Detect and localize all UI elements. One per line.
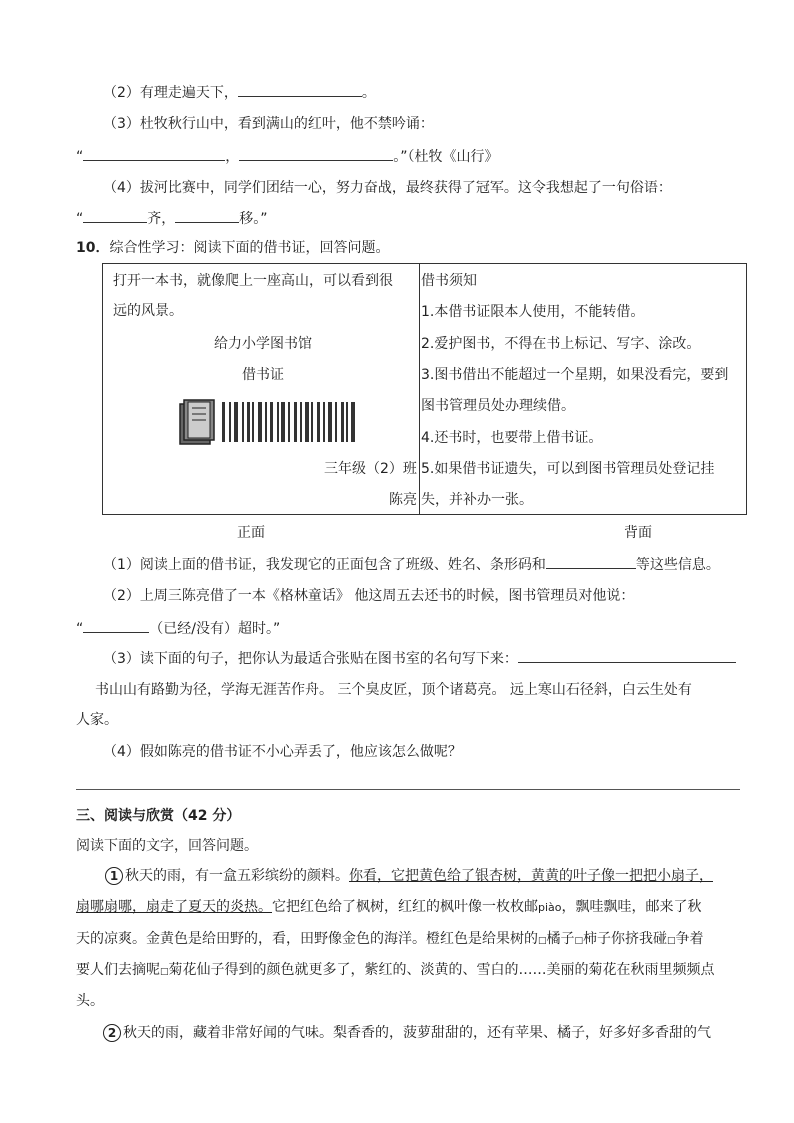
q9-item2-text: （2）有理走遍天下， xyxy=(103,85,238,101)
passage-p1-line2 xyxy=(76,897,702,918)
answer-blank[interactable] xyxy=(83,618,149,633)
q9-item4-end: 移。” xyxy=(239,211,268,227)
q10-sub3 xyxy=(103,648,736,669)
p1-text-line3b: 橘子 xyxy=(546,931,575,947)
q10-sub3-text: （3）读下面的句子，把你认为最适合张贴在图书室的名句写下来： xyxy=(103,651,518,667)
card-divider xyxy=(419,263,420,515)
book-stack-icon xyxy=(178,398,218,446)
question-number: 10． xyxy=(76,240,110,256)
q9-item3-end: 。”（杜牧《山行》 xyxy=(393,149,499,165)
q10-heading xyxy=(76,238,389,258)
card-class: 三年级（2）班 xyxy=(324,461,417,477)
answer-blank[interactable] xyxy=(175,208,239,223)
p1-text-d: 它把红色给了枫树，红红的枫叶像一枚枚邮 xyxy=(272,899,538,915)
q9-item3: （3）杜牧秋行山中，看到满山的红叶，他不禁吟诵： xyxy=(103,116,434,132)
q9-item4-mid: 齐， xyxy=(147,211,176,227)
section-heading: 三、阅读与欣赏（42 分） xyxy=(76,808,241,824)
card-name: 陈亮 xyxy=(389,492,417,508)
barcode-graphic xyxy=(222,402,355,442)
paragraph-number: 1 xyxy=(105,867,123,885)
q10-sub1 xyxy=(103,554,720,575)
answer-blank[interactable] xyxy=(518,648,736,663)
p1-text-line4b: 菊花仙子得到的颜色就更多了，紫红的、淡黄的、雪白的……美丽的菊花在秋雨里频频点 xyxy=(168,962,715,978)
card-rule-3b: 图书管理员处办理续借。 xyxy=(421,398,575,414)
section-instruction: 阅读下面的文字，回答问题。 xyxy=(76,838,258,854)
comma: ， xyxy=(225,149,240,165)
q10-prompt: 综合性学习：阅读下面的借书证，回答问题。 xyxy=(109,240,390,256)
card-library-name: 给力小学图书馆 xyxy=(214,336,312,352)
answer-blank[interactable] xyxy=(239,146,393,161)
p1-text-line4: 要人们去摘呢 xyxy=(76,962,160,978)
card-back-title: 借书须知 xyxy=(421,273,477,289)
q10-sub1-text: （1）阅读上面的借书证，我发现它的正面包含了班级、姓名、条形码和 xyxy=(103,557,546,573)
q9-item4-answer xyxy=(76,208,268,229)
quote-open: “ xyxy=(76,211,84,227)
q10-sub2-end: （已经/没有）超时。” xyxy=(149,621,281,637)
card-rule-4: 4.还书时，也要带上借书证。 xyxy=(421,430,603,446)
card-rule-3a: 3.图书借出不能超过一个星期，如果没看完，要到 xyxy=(421,367,729,383)
answer-blank[interactable] xyxy=(238,82,362,97)
answer-blank[interactable] xyxy=(83,208,147,223)
p1-text-e: ，飘哇飘哇，邮来了秋 xyxy=(561,899,702,915)
p1-text-a: 秋天的雨，有一盒五彩缤纷的颜料。 xyxy=(125,868,349,884)
paragraph-number: 2 xyxy=(103,1024,121,1042)
q10-sub3-options: 书山山有路勤为径，学海无涯苦作舟。 三个臭皮匠，顶个诸葛亮。 远上寒山石径斜，白云生处有 xyxy=(95,682,692,698)
q9-item2 xyxy=(103,82,376,103)
quote-open: “ xyxy=(76,621,84,637)
passage-p1-line1 xyxy=(105,866,713,886)
q9-item4: （4）拔河比赛中，同学们团结一心，努力奋战，最终获得了冠军。这令我想起了一句俗语： xyxy=(103,180,672,196)
passage-p2-line1 xyxy=(103,1023,711,1043)
answer-line[interactable] xyxy=(76,789,740,790)
card-title: 借书证 xyxy=(242,367,284,383)
card-rule-2: 2.爱护图书，不得在书上标记、写字、涂改。 xyxy=(421,336,701,352)
q10-sub2-answer xyxy=(76,618,280,639)
passage-p1-line3: 天的凉爽。金黄色是给田野的，看，田野像金色的海洋。橙红色是给果树的□橘子□柿子你挤我碰□争着 xyxy=(76,931,704,947)
label-back: 背面 xyxy=(624,525,652,541)
passage-p1-line5: 头。 xyxy=(76,993,104,1009)
p1-text-line3d: 争着 xyxy=(675,931,704,947)
passage-p1-line4: 要人们去摘呢□菊花仙子得到的颜色就更多了，紫红的、淡黄的、雪白的……美丽的菊花在秋雨里频频点 xyxy=(76,962,715,978)
q10-sub1-suffix: 等这些信息。 xyxy=(635,557,720,573)
q9-item3-answer xyxy=(76,146,499,167)
card-rule-5a: 5.如果借书证遗失，可以到图书管理员处登记挂 xyxy=(421,461,715,477)
label-front: 正面 xyxy=(237,525,265,541)
p1-text-line3c: 柿子你挤我碰 xyxy=(583,931,668,947)
card-rule-5b: 失，并补办一张。 xyxy=(421,492,533,508)
q10-sub4: （4）假如陈亮的借书证不小心弄丢了，他应该怎么做呢？ xyxy=(103,744,462,760)
p1-underlined-a: 你看，它把黄色给了银杏树，黄黄的叶子像一把把小扇子， xyxy=(349,868,713,884)
q10-sub3-options-cont: 人家。 xyxy=(76,712,118,728)
p1-text-line3: 天的凉爽。金黄色是给田野的，看，田野像金色的海洋。橙红色是给果树的 xyxy=(76,931,538,947)
answer-blank[interactable] xyxy=(83,146,225,161)
answer-blank[interactable] xyxy=(546,554,636,569)
p2-text: 秋天的雨，藏着非常好闻的气味。梨香香的，菠萝甜甜的，还有苹果、橘子，好多好多香甜的气 xyxy=(123,1025,711,1041)
quote-open: “ xyxy=(76,149,84,165)
p1-underlined-b: 扇哪扇哪，扇走了夏天的炎热。 xyxy=(76,899,272,915)
pinyin: piào xyxy=(538,901,562,914)
card-front-line1: 打开一本书，就像爬上一座高山，可以看到很 xyxy=(113,273,393,289)
q10-sub2: （2）上周三陈亮借了一本《格林童话》 他这周五去还书的时候，图书管理员对他说： xyxy=(103,588,635,604)
q9-item2-suffix: 。 xyxy=(361,85,376,101)
card-front-line2: 远的风景。 xyxy=(113,303,183,319)
card-rule-1: 1.本借书证限本人使用，不能转借。 xyxy=(421,304,645,320)
